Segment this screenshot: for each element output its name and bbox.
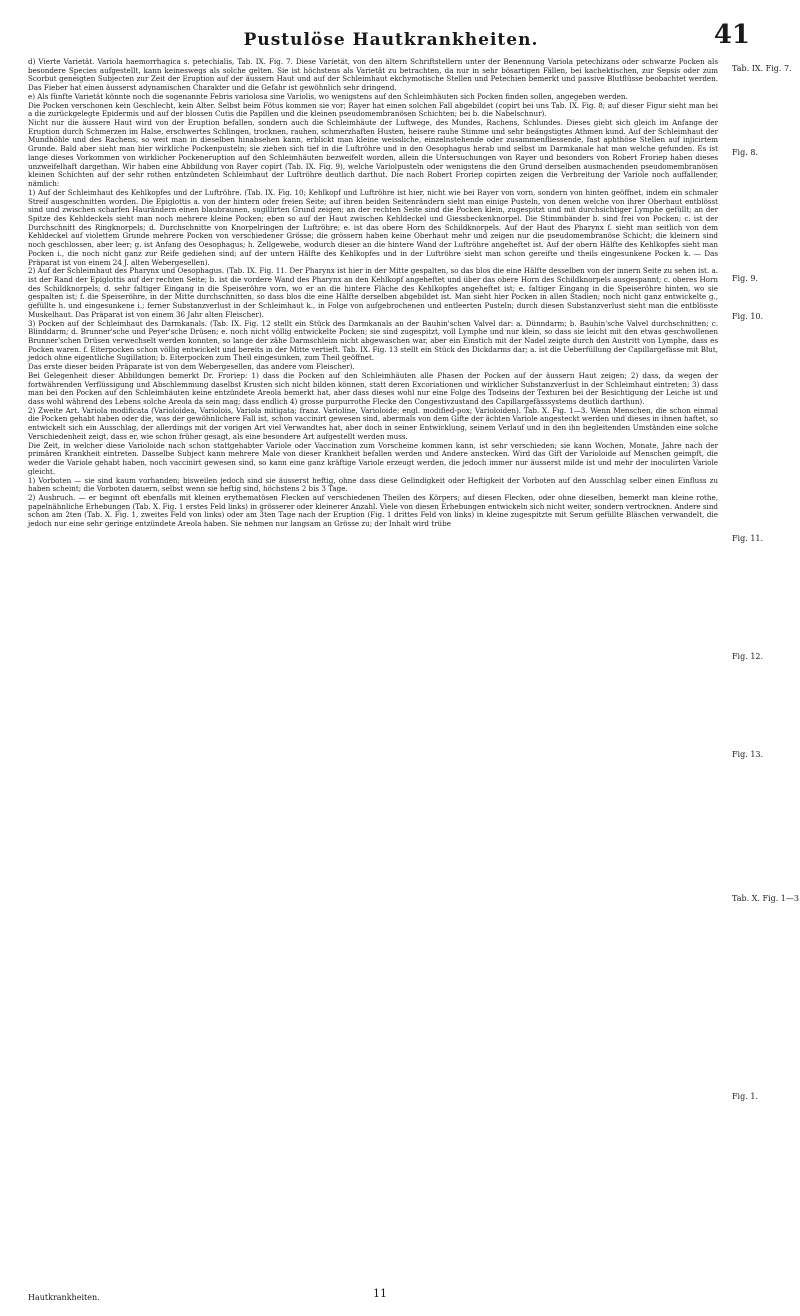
running-title: Pustulöse Hautkrankheiten. [243,30,539,50]
paragraph: e) Als fünfte Varietät könnte noch die sogenannte Febris variolosa sine Variolis, wo wenigstens auf den Schleimhäuten sich Pocken finden sollen, angegeben werden. [28,91,628,101]
paragraph: 2) Auf der Schleimhaut des Pharynx und Oesophagus. (Tab. IX. Fig. 11. Der Pharynx ist hier in der Mitte gespalten, so das blos die eine Hälfte desselben von der innern Seite zu sehen ist. a. ist der Rand der Epiglottis auf der rechten Seite; b. ist die vordere Wand des Pharynx an den Kehlkopf angeheftet und über das obere Horn des Schildknorpels ausgespannt; c. oberes Horn des Schildknorpels; d. sehr faltiger Eingang in die Speiseröhre vorn, wo er an die hintere Fläche des Kehlkopfes angeheftet ist; e. faltiger Eingang in die Speiseröhre hinten, wo sie gespalten ist; f. die Speiseröhre, in der Mitte durchschnitten, so dass blos die eine Hälfte derselben abgebildet ist. Man sieht hier Pocken in allen Stadien; noch nicht ganz entwickelte g., gefüllte h. und eingesunkene i.; ferner Substanzverlust in der Schleimhaut k., in Folge von aufgebrochenen und entleerten Pusteln; durch diesen Substanzverlust sieht man die entblösste Muskelhaut. Das Präparat ist von einem 36 Jahr alten Fleischer). [28,266,718,319]
paragraph: Bei Gelegenheit dieser Abbildungen bemerkt Dr. Froriep: 1) dass die Pocken auf den Schleimhäuten alle Phasen der Pocken auf der äussern Haut zeigen; 2) dass, da wegen der fortwährenden Verflüssigung und Abschlemmung daselbst Krusten sich nicht bilden können, statt deren Excoriationen und wirklicher Substanzverlust in der Schleimhaut eintreten; 3) dass man bei den Pocken auf den Schleimhäuten keine entzündete Areola bemerkt hat, aber dass dieses wohl nur eine Folge des Todseins der Texturen bei der Besichtigung der Leiche ist und dass wohl während des Lebens solche Areola da sein mag; dass endlich 4) grosse purpurrothe Flecke den Congestivzustand des Capillargefässsystems deutlich darthun). [28,370,718,407]
signature-mark: 11 [373,1287,387,1300]
body-text [28,58,718,529]
paragraph: 1) Vorboten — sie sind kaum vorhanden; bisweilen jedoch sind sie äusserst heftig, ohne dass diese Gelindigkeit oder Heftigkeit der Vorboten auf den Ausschlag selber einen Einfluss zu haben scheint; die Vorboten dauern, selbst wenn sie heftig sind, höchstens 2 bis 3 Tage. [28,475,718,494]
footer-catchword: Hautkrankheiten. [28,1293,100,1302]
paragraph: Die Pocken verschonen kein Geschlecht, kein Alter. Selbst beim Fötus kommen sie vor; Rayer hat einen solchen Fall abgebildet (copirt bei uns Tab. IX. Fig. 8; auf dieser Figur sieht man bei a die zurückgelegte Epidermis und auf der blossen Cutis die Papillen und die kleinen pseudomembranösen Schichten; bei b. die Nabelschnur). [28,100,718,119]
margin-ref-fig9: Fig. 9. [732,274,758,283]
margin-ref-fig13: Fig. 13. [732,750,764,759]
margin-ref-tab9-fig7: Tab. IX. Fig. 7. [732,64,792,73]
margin-ref-fig10: Fig. 10. [732,312,764,321]
margin-ref-fig8: Fig. 8. [732,148,758,157]
paragraph: Die Zeit, in welcher diese Varioloide nach schon stattgehabter Variole oder Vaccination zum Vorscheine kommen kann, ist sehr verschieden; sie kann Wochen, Monate, Jahre nach der primären Krankheit eintreten. Dasselbe Subject kann mehrere Male von dieser Krankheit befallen werden und Andere anstecken. Wird das Gift der Varioloide auf Menschen geimpft, die weder die Variole gehabt haben, noch vaccinirt gewesen sind, so kann eine ganz kräftige Variole erzeugt werden, die jedoch immer nur äusserst milde ist und mehr der inoculirten Variole gleicht. [28,440,718,476]
paragraph: 3) Pocken auf der Schleimhaut des Darmkanals. (Tab. IX. Fig. 12 stellt ein Stück des Darmkanals an der Bauhin'schen Valvel dar: a. Dünndarm; b. Bauhin'sche Valvel durchschnitten; c. Blinddarm; d. Brunner'sche und Peyer'sche Drüsen; e. noch nicht völlig entwickelte Pocken; sie sind zugespitzt, voll Lymphe und nur klein, so dass sie leicht mit den etwas geschwollenen Brunner'schen Drüsen verwechselt werden konnten, so lange der zähe Darmschleim nicht abgewaschen war, aber ein Einstich mit der Nadel zeigte durch den Austritt von Lymphe, dass es Pocken waren. f. Eiterpocken schon völlig entwickelt und bereits in der Mitte vertieft. Tab. IX. Fig. 13 stellt ein Stück des Dickdarms dar; a. ist die Ueberfüllung der Capillargefässe mit Blut, jedoch ohne eigentliche Sugillation; b. Eiterpocken zum Theil eingesunken, zum Theil geöffnet. [28,318,718,363]
margin-ref-fig11: Fig. 11. [732,534,764,543]
paragraph: 1) Auf der Schleimhaut des Kehlkopfes und der Luftröhre. (Tab. IX. Fig. 10; Kehlkopf und Luftröhre ist hier, nicht wie bei Rayer von vorn, sondern von hinten geöffnet, indem ein schmaler Streif ausgeschnitten worden. Die Epiglottis a. von der hintern oder freien Seite; auf ihren beiden Seitenrändern sieht man einige Pusteln, von denen welche von ihrer Oberhaut entblösst sind und zwischen scharfen Haurändern einen blaubraunen, sugillirten Grund zeigen; an der rechten Seite sind die Pocken klein, zugespitzt und mit durchsichtiger Lymphe gefüllt; an der Spitze des Kehldeckels sieht man noch mehrere kleine Pocken; eben so auf der Haut zwischen Kehldeckel und Giessbeckenknorpel. Die Stimmbänder b. sind frei von Pocken; c. ist der Durchschnitt des Ringknorpels; d. Durchschnitte von Knorpelringen der Luftröhre; e. ist das obere Horn des Schildknorpels. Auf der Haut des Pharynx f. sieht man seitlich von dem Kehldeckel auf violettem Grunde mehrere Pocken von verschiedener Grösse; die grössern haben keine Oberhaut mehr und zeigen nur die pseudomembranöse Schicht; die kleinern sind noch geschlossen, aber leer; g. ist Anfang des Oesophagus; h. Zellgewebe, wodurch dieser an die hintere Wand der Luftröhre angeheftet ist. Auf der obern Hälfte des Kehlkopfes sieht man Pocken i., die noch nicht ganz zur Reife gediehen sind; auf der untern Hälfte des Kehlkopfes und in der Luftröhre sieht man schon gereifte und theils eingesunkene Pocken k. — Das Präparat ist von einem 24 J. alten Webergesellen). [28,187,718,267]
document-page [28,12,799,1308]
paragraph: 2) Zweite Art. Variola modificata (Varioloidea, Variolois, Variola mitigata; franz. Varioline, Varioloide; engl. modified-pox; Varioloiden). Tab. X. Fig. 1—3. Wenn Menschen, die schon einmal die Pocken gehabt haben oder die, was der gewöhnlichere Fall ist, schon vaccinirt gewesen sind, abermals von dem Gifte der ächten Variole angesteckt werden und dieses in ihnen haftet, so entwickelt sich ein Ausschlag, der allerdings mit der vorigen Art viel Verwandtes hat, aber doch in seiner Entwicklung, seinem Verlauf und in den ihn begleitenden Umständen eine solche Verschiedenheit zeigt, dass er, wie schon früher gesagt, als eine besondere Art aufgestellt werden muss. [28,405,718,441]
paragraph: Das erste dieser beiden Präparate ist von dem Webergesellen, das andere vom Fleischer). [28,362,355,372]
margin-ref-fig1: Fig. 1. [732,1092,758,1101]
page-number: 41 [713,20,750,50]
paragraph: d) Vierte Varietät. Variola haemorrhagica s. petechialis, Tab. IX. Fig. 7. Diese Varietät, von den ältern Schriftstellern unter der Benennung Variola petechizans oder schwarze Pocken als besondere Species aufgestellt, kann keineswegs als solche gelten. Sie ist höchstens als Varietät zu betrachten, da nur in sehr bösartigen Fällen, bei kachektischen, zur Sepsis oder zum Scorbut geneigten Subjecten zur Zeit der Eruption auf der äussern Haut und auf der Schleimhaut ekchymotische Stellen und Petechien bemerkt und passive Blutflüsse beobachtet werden. Das Fieber hat einen äusserst adynamischen Charakter und die Gefahr ist gewöhnlich sehr dringend. [28,57,718,93]
margin-ref-tab10-fig1-3: Tab. X. Fig. 1—3 [732,894,799,903]
paragraph: 2) Ausbruch. — er beginnt oft ebenfalls mit kleinen erythematösen Flecken auf verschiedenen Theilen des Körpers; auf diesen Flecken, oder ohne dieselben, bemerkt man kleine rothe, papelnähnliche Erhebungen (Tab. X. Fig. 1 erstes Feld links) in grösserer oder kleinerer Anzahl. Viele von diesen Erhebungen entwickeln sich nicht weiter, sondern vertrocknen. Andere sind schon am 2ten (Tab. X. Fig. 1, zweites Feld von links) oder am 3ten Tage nach der Eruption (Fig. 1 drittes Feld von links) in kleine zugespitzte mit Serum gefüllte Bläschen verwandelt, die jedoch nur eine sehr geringe entzündete Areola haben. Sie nehmen nur langsam an Grösse zu; der Inhalt wird trübe [28,492,718,529]
page-header [28,12,754,58]
margin-ref-fig12: Fig. 12. [732,652,764,661]
paragraph: Nicht nur die äussere Haut wird von der Eruption befallen, sondern auch die Schleimhäute der Luftwege, des Mundes, Rachens, Schlundes. Dieses giebt sich gleich im Anfange der Eruption durch Schmerzen im Halse, erschwertes Schlingen, trocknen, rauhen, schmerzhaften Husten, heisere rauhe Stimme und sehr beängstigtes Athmen kund. Auf der Schleimhaut der Mundhöhle und des Rachens, so weit man in dieselben hinabsehen kann, erblickt man kleine weissliche, einzelnstehende oder zusammenfliessende, fast aphthöse Stellen auf injicirtem Grunde. Bald aber sieht man hier wirkliche Pockenpusteln; sie ziehen sich tief in die Luftröhre und in den Oesophagus herab und selbst im Darmkanale hat man welche gefunden. Es ist lange dieses Vorkommen von wirklicher Pockeneruption auf den Schleimhäuten bezweifelt worden, allein die Untersuchungen von Rayer und besonders von Robert Froriep haben dieses unzweifelhaft dargethan. Wir haben eine Abbildung von Rayer copirt (Tab. IX. Fig. 9), welche Variolpusteln oder wenigstens die den Grund derselben ausmachenden pseudomembranösen kleinen Schichten auf der sehr rothen entzündeten Schleimhaut der Luftröhre deutlich darthut. Die nach Robert Froriep copirten zeigen die Verbreitung der Variole noch auffallender, nämlich: [28,118,718,189]
